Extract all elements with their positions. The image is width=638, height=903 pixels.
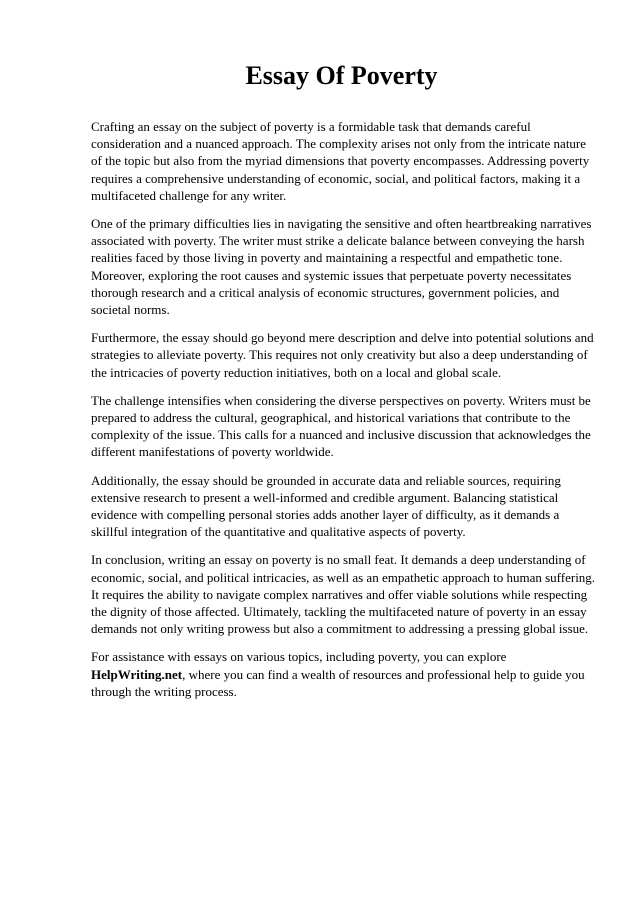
page-title: Essay Of Poverty (245, 61, 438, 90)
text-line: strategies to alleviate poverty. This requires not only creativity but also a deep understanding of (91, 347, 588, 363)
paragraph-solutions (91, 329, 594, 381)
text-line: economic, social, and political intricacies, as well as an empathetic approach to human suffering. (91, 569, 596, 585)
text-line: Crafting an essay on the subject of poverty is a formidable task that demands careful (91, 119, 531, 134)
text-line: the dignity of those affected. Ultimately, tackling the multifaceted nature of poverty in an essay (91, 604, 587, 620)
text-line: evidence with compelling personal stories adds another layer of difficulty, as it demands a (91, 507, 560, 523)
text-line: skillful integration of the quantitative and qualitative aspects of poverty. (91, 524, 466, 540)
paragraph-conclusion (91, 551, 596, 637)
paragraph-difficulties (91, 215, 591, 318)
text-line: thorough research and a critical analysis of economic structures, government policies, and (91, 284, 560, 300)
text-line: demands not only writing prowess but also a commitment to addressing a pressing global issue. (91, 621, 589, 637)
text-line: Furthermore, the essay should go beyond mere description and delve into potential solutions and (91, 330, 594, 346)
paragraph-research (91, 472, 591, 541)
text-line: requires a comprehensive understanding of economic, social, and political factors, making it a (91, 170, 581, 186)
text-line: extensive research to present a well-informed and credible argument. Balancing statistical (91, 489, 559, 505)
text-line: For assistance with essays on various topics, including poverty, you can explore (91, 649, 507, 665)
text-line: One of the primary difficulties lies in navigating the sensitive and often heartbreaking narratives (91, 216, 592, 232)
text-line: consideration and a nuanced approach. The complexity arises not only from the intricate nature (91, 136, 587, 152)
document-body (91, 118, 596, 711)
text-line: In conclusion, writing an essay on poverty is no small feat. It demands a deep understanding of (91, 552, 586, 568)
text-line: Moreover, exploring the root causes and systemic issues that perpetuate poverty necessitates (91, 267, 572, 283)
text-line: different manifestations of poverty worldwide. (91, 444, 334, 460)
text-line: It requires the ability to navigate complex narratives and offer viable solutions while respecting (91, 586, 588, 602)
text-line: Additionally, the essay should be grounded in accurate data and reliable sources, requiring (91, 472, 561, 488)
text-line: The challenge intensifies when considering the diverse perspectives on poverty. Writers must be (91, 392, 591, 408)
paragraph-closing (91, 648, 591, 700)
paragraph-intro (91, 118, 591, 204)
text-line: societal norms. (91, 302, 170, 318)
text-line (91, 666, 591, 683)
text-fragment: , where you can find a wealth of resources and professional help to guide you (182, 666, 585, 682)
text-line: realities faced by those living in poverty and maintaining a respectful and empathetic tone. (91, 250, 563, 266)
helpwriting-link[interactable]: HelpWriting.net (91, 666, 183, 682)
text-line: associated with poverty. The writer must strike a delicate balance between conveying the harsh (91, 233, 585, 249)
text-line: multifaceted challenge for any writer. (91, 187, 287, 203)
text-line: through the writing process. (91, 683, 237, 699)
text-line: of the topic but also from the myriad dimensions that poverty encompasses. Addressing poverty (91, 153, 590, 169)
text-line: complexity of the issue. This calls for a nuanced and inclusive discussion that acknowledges the (91, 427, 591, 443)
paragraph-perspectives (91, 392, 591, 461)
text-line: prepared to address the cultural, geographical, and historical variations that contribute to the (91, 410, 571, 426)
text-line: the intricacies of poverty reduction initiatives, both on a local and global scale. (91, 364, 502, 380)
